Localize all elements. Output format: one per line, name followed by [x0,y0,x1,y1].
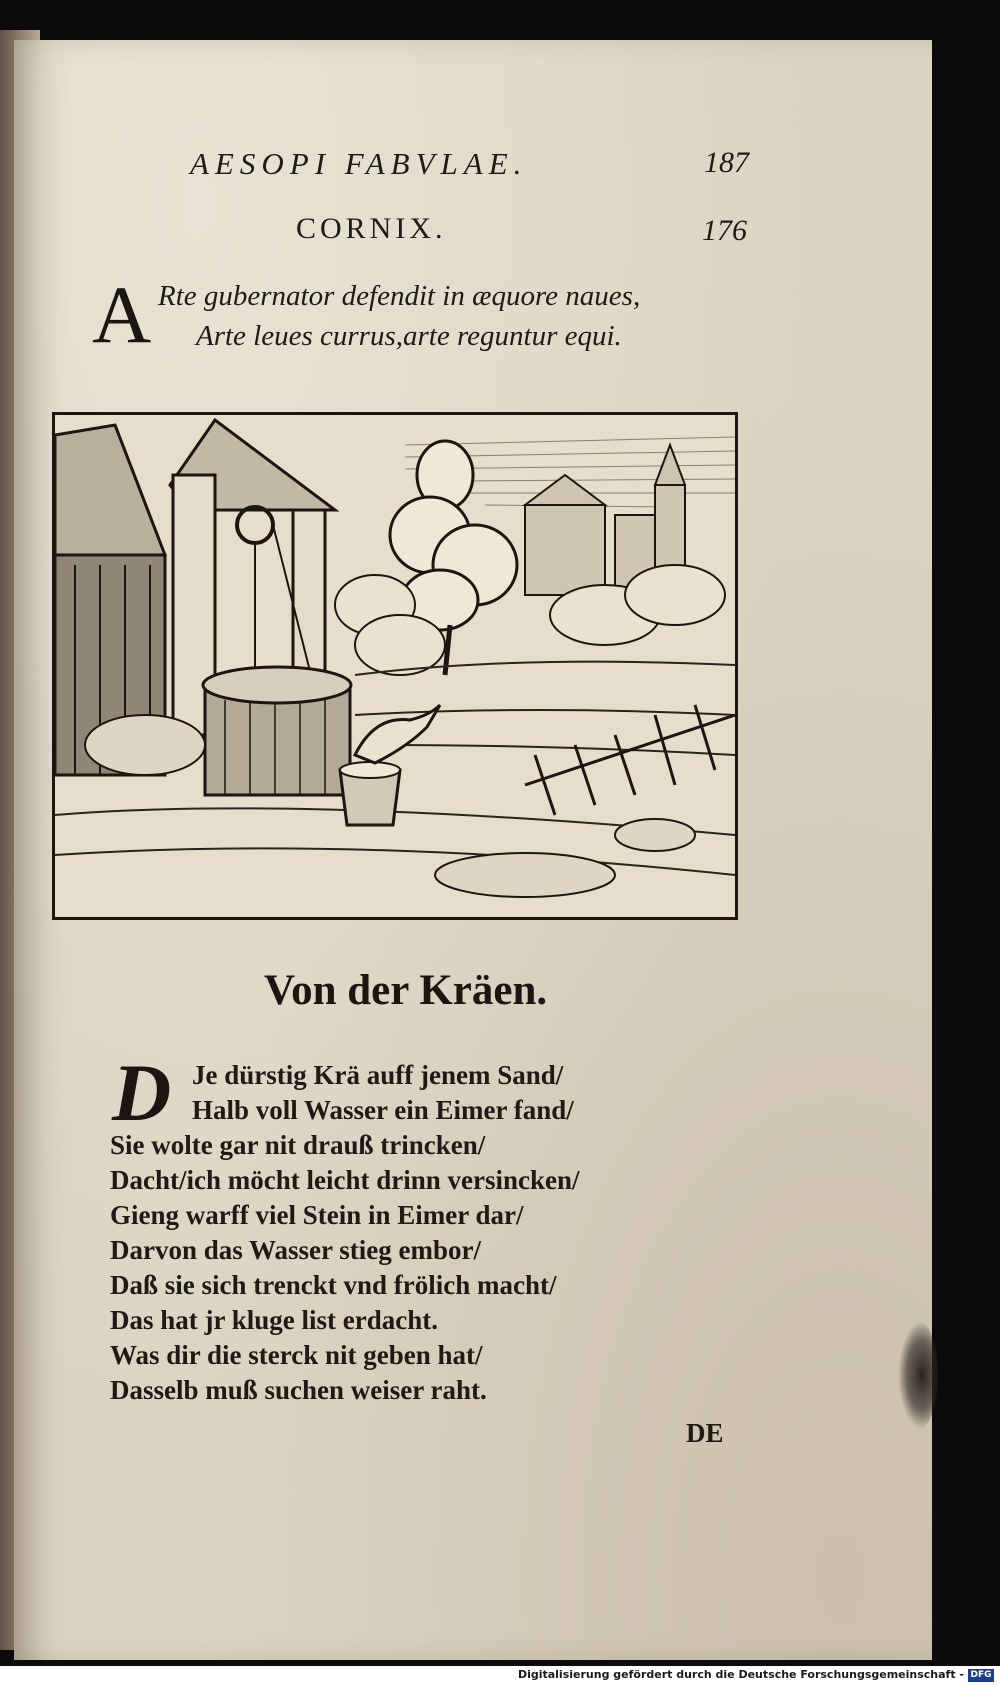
verse-line: Gieng warff viel Stein in Eimer dar/ [110,1200,524,1230]
latin-drop-initial: A [92,269,152,360]
latin-verse-line-2: Arte leues currus,arte reguntur equi. [196,320,622,352]
verse-line: Dacht/ich möcht leicht drinn versincken/ [110,1165,580,1195]
digitization-credit: Digitalisierung gefördert durch die Deutsche Forschungsgemeinschaft - [517,1668,964,1681]
latin-verse-line-1: Rte gubernator defendit in æquore naues, [158,280,641,312]
german-title: Von der Kräen. [264,967,548,1014]
verse-line: Dasselb muß suchen weiser raht. [110,1375,487,1405]
catchword: DE [686,1418,724,1448]
verse-line: Was dir die sterck nit geben hat/ [110,1340,483,1370]
fable-title: CORNIX. [296,212,447,245]
verse-line: Halb voll Wasser ein Eimer fand/ [192,1095,574,1125]
running-head: AESOPI FABVLAE. [190,146,528,181]
dfg-logo: DFG [968,1669,994,1682]
ink-stain [898,1320,938,1430]
verse-line: Je dürstig Krä auff jenem Sand/ [192,1060,564,1090]
german-verse-list [110,1058,750,1408]
page-number: 187 [704,146,749,179]
verse-line: Sie wolte gar nit drauß trincken/ [110,1130,486,1160]
fable-number: 176 [702,214,747,247]
woodcut-illustration [52,412,738,920]
verse-line: Darvon das Wasser stieg embor/ [110,1235,481,1265]
verse-line: Das hat jr kluge list erdacht. [110,1305,438,1335]
german-drop-initial: D [112,1047,172,1138]
verse-line: Daß sie sich trenckt vnd frölich macht/ [110,1270,557,1300]
